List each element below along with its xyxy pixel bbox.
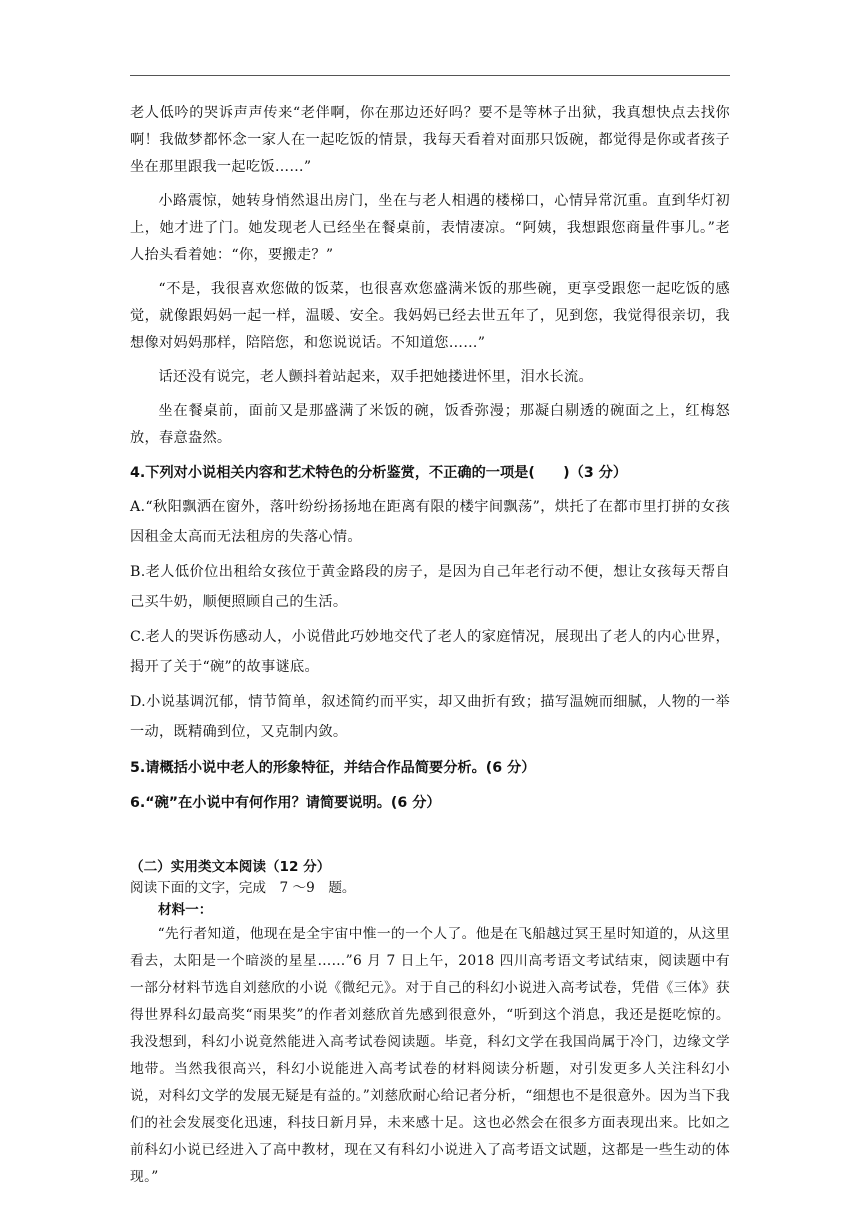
material-text: “先行者知道，他现在是全宇宙中惟一的一个人了。他是在飞船越过冥王星时知道的，从这里看去，太阳是一个暗淡的星星……”6 月 7 日上午，2018 四川高考语文考试结束，阅读题中有一部分材料节选自刘慈欣的小说《微纪元》。对于自己的科幻小说进入高考试卷，凭借《三体》获得世界科幻最高奖“雨果奖”的作者刘慈欣首先感到很意外，“听到这个消息，我还是挺吃惊的。我没想到，科幻小说竟然能进入高考试卷阅读题。毕竟，科幻文学在我国尚属于冷门，边缘文学地带。当然我很高兴，科幻小说能进入高考试卷的材料阅读分析题，对引发更多人关注科幻小说，对科幻文学的发展无疑是有益的。”刘慈欣耐心给记者分析，“细想也不是很意外。因为当下我们的社会发展变化迅速，科技日新月异，未来感十足。这也必然会在很多方面表现出来。比如之前科幻小说已经进入了高中教材，现在又有科幻小说进入了高考语文试题，这都是一些生动的体现。” [130, 926, 730, 1185]
page-content [130, 100, 730, 1191]
story-paragraph-3: “不是，我很喜欢您做的饭菜，也很喜欢您盛满米饭的那些碗，更享受跟您一起吃饭的感觉，就像跟妈妈一起一样，温暖、安全。我妈妈已经去世五年了，见到您，我觉得很亲切，我想像对妈妈那样，陪陪您，和您说说话。不知道您……” [130, 281, 730, 351]
section-title: （二）实用类文本阅读（12 分） [130, 859, 331, 875]
question-4-stem: 4.下列对小说相关内容和艺术特色的分析鉴赏，不正确的一项是( )（3 分） [130, 465, 628, 481]
section-practical-text [130, 857, 730, 1191]
question-6: 6.“碗”在小说中有何作用？请简要说明。(6 分） [130, 795, 441, 811]
section-instruction: 阅读下面的文字，完成 7 ～9 题。 [130, 880, 356, 896]
header-rule [130, 75, 730, 76]
question-5: 5.请概括小说中老人的形象特征，并结合作品简要分析。(6 分） [130, 760, 536, 776]
story-paragraph-4: 话还没有说完，老人颤抖着站起来，双手把她搂进怀里，泪水长流。 [158, 369, 594, 385]
story-paragraph-2: 小路震惊，她转身悄然退出房门，坐在与老人相遇的楼梯口，心情异常沉重。直到华灯初上，她才进了门。她发现老人已经坐在餐桌前，表情凄凉。“阿姨，我想跟您商量件事儿。”老人抬头看着她：“你，要搬走？” [130, 193, 730, 263]
question-4-option-c: C.老人的哭诉伤感动人，小说借此巧妙地交代了老人的家庭情况，展现出了老人的内心世界，揭开了关于“碗”的故事谜底。 [130, 629, 730, 675]
material-label: 材料一： [158, 902, 213, 918]
story-paragraph-5: 坐在餐桌前，面前又是那盛满了米饭的碗，饭香弥漫；那凝白剔透的碗面之上，红梅怒放，春意盎然。 [130, 403, 730, 446]
question-4-option-b: B.老人低价位出租给女孩位于黄金路段的房子，是因为自己年老行动不便，想让女孩每天帮自己买牛奶，顺便照顾自己的生活。 [130, 564, 730, 610]
question-4-option-d: D.小说基调沉郁，情节简单，叙述简约而平实，却又曲折有致；描写温婉而细腻，人物的一举一动，既精确到位，又克制内敛。 [130, 694, 730, 740]
story-paragraph-1: 老人低吟的哭诉声声传来“老伴啊，你在那边还好吗？要不是等林子出狱，我真想快点去找你啊！我做梦都怀念一家人在一起吃饭的情景，我每天看着对面那只饭碗，都觉得是你或者孩子坐在那里跟我一起吃饭……” [130, 105, 730, 175]
question-4-option-a: A.“秋阳飘洒在窗外，落叶纷纷扬扬地在距离有限的楼宇间飘荡”，烘托了在都市里打拼的女孩因租金太高而无法租房的失落心情。 [130, 499, 730, 545]
